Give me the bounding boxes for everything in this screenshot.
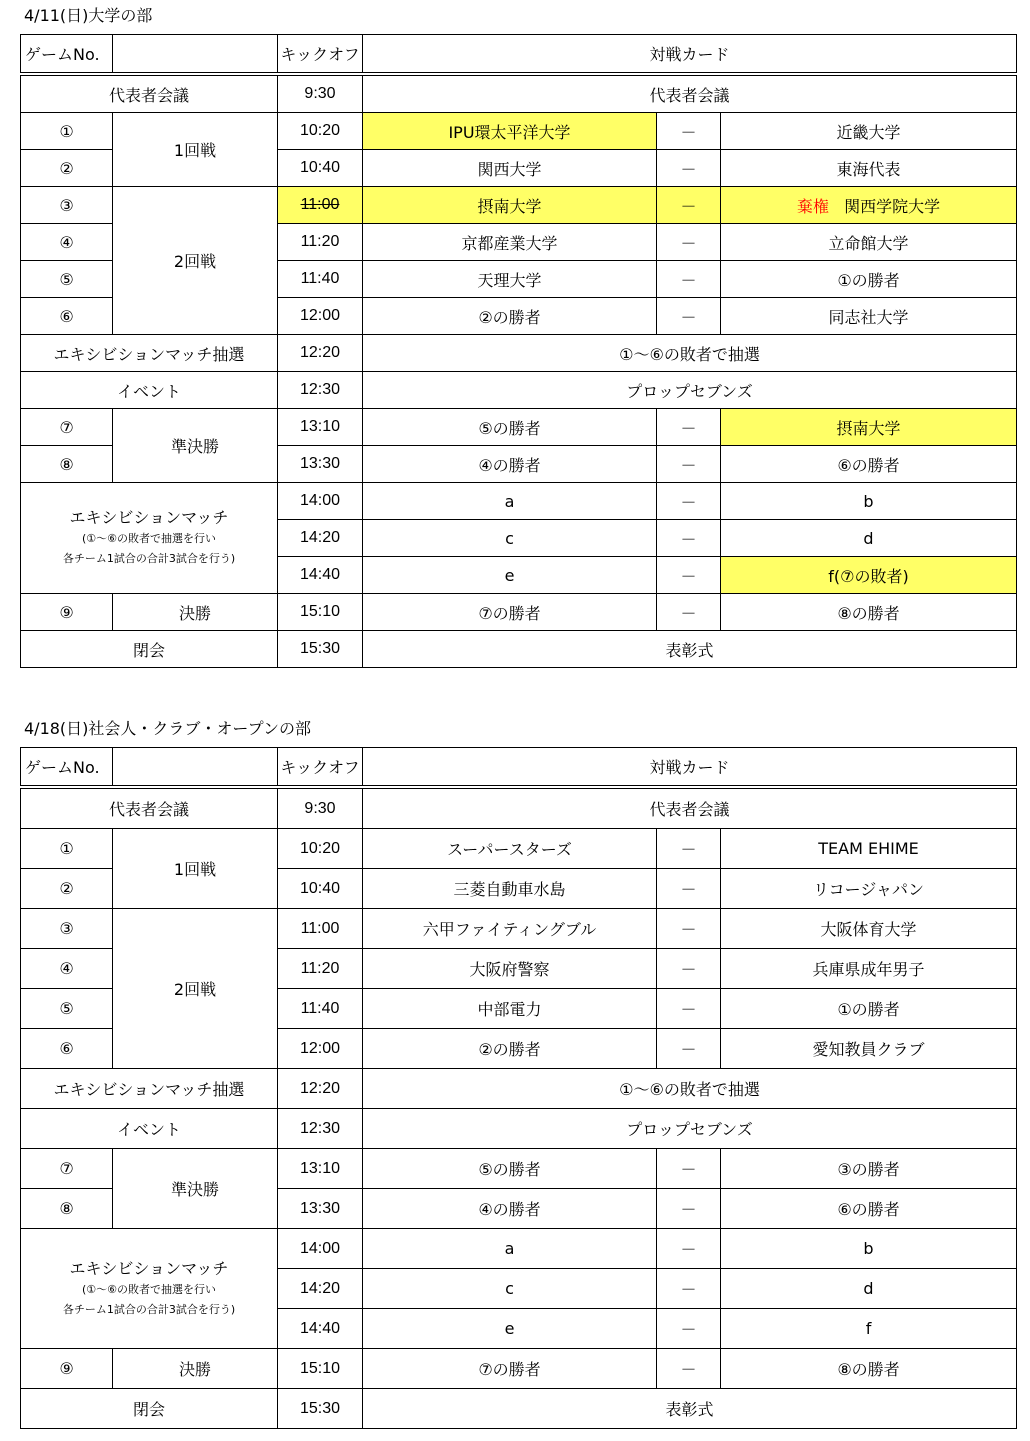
round-label: 2回戦: [113, 187, 278, 335]
team-b: ③の勝者: [721, 1149, 1017, 1189]
game-no: ③: [21, 909, 113, 949]
game-no: ②: [21, 150, 113, 187]
team-a: a: [363, 1229, 657, 1269]
draw-text: ①～⑥の敗者で抽選: [363, 335, 1017, 372]
row-closing: [21, 1389, 1017, 1429]
game-no: ④: [21, 949, 113, 989]
row-meeting: [21, 74, 1017, 113]
row-meeting: [21, 787, 1017, 829]
kickoff-time: 11:20: [278, 949, 363, 989]
kickoff-time: 10:20: [278, 113, 363, 150]
row-game-1: [21, 113, 1017, 150]
team-a: c: [363, 1269, 657, 1309]
vs-dash: －: [657, 224, 721, 261]
kickoff-time: 10:20: [278, 829, 363, 869]
vs-dash: －: [657, 869, 721, 909]
team-b: 摂南大学: [721, 409, 1017, 446]
game-no: ①: [21, 113, 113, 150]
team-b: f(⑦の敗者): [721, 557, 1017, 594]
kickoff-time: 11:40: [278, 989, 363, 1029]
kickoff-time: 14:00: [278, 483, 363, 520]
game-no: ⑧: [21, 446, 113, 483]
meeting-time: 9:30: [278, 74, 363, 113]
vs-dash: －: [657, 594, 721, 631]
round-label: 1回戦: [113, 113, 278, 187]
team-b: d: [721, 1269, 1017, 1309]
event-label: イベント: [21, 372, 278, 409]
exhibition-note-1: (①～⑥の敗者で抽選を行い: [81, 532, 216, 545]
draw-time: 12:20: [278, 335, 363, 372]
team-b: ⑥の勝者: [721, 1189, 1017, 1229]
event-time: 12:30: [278, 372, 363, 409]
team-a: c: [363, 520, 657, 557]
vs-dash: －: [657, 989, 721, 1029]
meeting-time: 9:30: [278, 787, 363, 829]
draw-label: エキシビションマッチ抽選: [21, 335, 278, 372]
team-a: a: [363, 483, 657, 520]
draw-text: ①～⑥の敗者で抽選: [363, 1069, 1017, 1109]
row-event: [21, 372, 1017, 409]
meeting-label: 代表者会議: [21, 74, 278, 113]
vs-dash: －: [657, 1269, 721, 1309]
meeting-text: 代表者会議: [363, 787, 1017, 829]
row-closing: [21, 631, 1017, 668]
section-title-university: 4/11(日)大学の部: [24, 6, 153, 25]
kickoff-time: 14:20: [278, 1269, 363, 1309]
round-label: 準決勝: [113, 409, 278, 483]
schedule-table-open: [20, 747, 1017, 1429]
team-b: ①の勝者: [721, 261, 1017, 298]
kickoff-time: 14:20: [278, 520, 363, 557]
team-a: スーパースターズ: [363, 829, 657, 869]
team-b: 同志社大学: [721, 298, 1017, 335]
closing-time: 15:30: [278, 631, 363, 668]
team-b: 兵庫県成年男子: [721, 949, 1017, 989]
team-a: ②の勝者: [363, 298, 657, 335]
vs-dash: －: [657, 1149, 721, 1189]
round-label: 決勝: [113, 1349, 278, 1389]
team-b: 大阪体育大学: [721, 909, 1017, 949]
team-a: ④の勝者: [363, 446, 657, 483]
team-b: 近畿大学: [721, 113, 1017, 150]
team-b: ⑧の勝者: [721, 1349, 1017, 1389]
section-title-open: 4/18(日)社会人・クラブ・オープンの部: [24, 719, 311, 738]
kickoff-time: 14:40: [278, 557, 363, 594]
kickoff-time: 11:20: [278, 224, 363, 261]
kickoff-time: 11:00: [278, 909, 363, 949]
header-matchup: 対戦カード: [363, 35, 1017, 75]
closing-time: 15:30: [278, 1389, 363, 1429]
kickoff-time: 10:40: [278, 150, 363, 187]
vs-dash: －: [657, 409, 721, 446]
row-game-3: [21, 909, 1017, 949]
team-a: 摂南大学: [363, 187, 657, 224]
game-no: ⑧: [21, 1189, 113, 1229]
team-b: 東海代表: [721, 150, 1017, 187]
round-label: 準決勝: [113, 1149, 278, 1229]
vs-dash: －: [657, 483, 721, 520]
team-a: ②の勝者: [363, 1029, 657, 1069]
kickoff-time: 13:30: [278, 1189, 363, 1229]
header-row: [21, 35, 1017, 75]
kickoff-time: 13:10: [278, 1149, 363, 1189]
team-a: 京都産業大学: [363, 224, 657, 261]
row-draw: [21, 1069, 1017, 1109]
row-event: [21, 1109, 1017, 1149]
kickoff-time: 12:00: [278, 1029, 363, 1069]
team-b: f: [721, 1309, 1017, 1349]
game-no: ⑥: [21, 1029, 113, 1069]
forfeit-label: 棄権: [796, 196, 829, 216]
round-label: 1回戦: [113, 829, 278, 909]
exhibition-note-1: (①～⑥の敗者で抽選を行い: [81, 1282, 216, 1296]
game-no: ⑦: [21, 1149, 113, 1189]
team-b: ⑥の勝者: [721, 446, 1017, 483]
vs-dash: －: [657, 1029, 721, 1069]
closing-label: 閉会: [21, 631, 278, 668]
header-blank: [113, 748, 278, 788]
team-a: 関西大学: [363, 150, 657, 187]
row-game-1: [21, 829, 1017, 869]
team-b: ①の勝者: [721, 989, 1017, 1029]
kickoff-time: 14:40: [278, 1309, 363, 1349]
exhibition-note-2: 各チーム1試合の合計3試合を行う): [62, 552, 236, 565]
exhibition-label: [21, 483, 278, 594]
vs-dash: －: [657, 949, 721, 989]
event-text: プロップセブンズ: [363, 1109, 1017, 1149]
header-game-no: ゲームNo.: [21, 35, 113, 75]
exhibition-title: エキシビションマッチ: [69, 508, 229, 527]
vs-dash: －: [657, 1189, 721, 1229]
kickoff-time: 11:40: [278, 261, 363, 298]
team-b: d: [721, 520, 1017, 557]
vs-dash: －: [657, 150, 721, 187]
round-label: 決勝: [113, 594, 278, 631]
team-b-cell: [721, 187, 1017, 224]
team-b: TEAM EHIME: [721, 829, 1017, 869]
game-no: ①: [21, 829, 113, 869]
team-b: 立命館大学: [721, 224, 1017, 261]
game-no: ⑤: [21, 989, 113, 1029]
game-no: ⑥: [21, 298, 113, 335]
schedule-table-university: [20, 34, 1017, 668]
event-text: プロップセブンズ: [363, 372, 1017, 409]
team-a: 三菱自動車水島: [363, 869, 657, 909]
team-a: e: [363, 1309, 657, 1349]
team-b: b: [721, 1229, 1017, 1269]
team-a: ⑦の勝者: [363, 594, 657, 631]
vs-dash: －: [657, 298, 721, 335]
team-b: b: [721, 483, 1017, 520]
team-b: 愛知教員クラブ: [721, 1029, 1017, 1069]
vs-dash: －: [657, 113, 721, 150]
team-b: ⑧の勝者: [721, 594, 1017, 631]
kickoff-time: 13:30: [278, 446, 363, 483]
event-label: イベント: [21, 1109, 278, 1149]
team-a: ⑤の勝者: [363, 409, 657, 446]
kickoff-time: 15:10: [278, 1349, 363, 1389]
team-b: 関西学院大学: [844, 196, 941, 216]
vs-dash: －: [657, 909, 721, 949]
game-no: ④: [21, 224, 113, 261]
header-matchup: 対戦カード: [363, 748, 1017, 788]
game-no: ③: [21, 187, 113, 224]
vs-dash: －: [657, 446, 721, 483]
closing-text: 表彰式: [363, 631, 1017, 668]
kickoff-time-cancelled: 11:00: [278, 187, 363, 224]
closing-label: 閉会: [21, 1389, 278, 1429]
team-a: ⑦の勝者: [363, 1349, 657, 1389]
game-no: ②: [21, 869, 113, 909]
row-game-3: [21, 187, 1017, 224]
header-kickoff: キックオフ: [278, 748, 363, 788]
team-a: 六甲ファイティングブル: [363, 909, 657, 949]
meeting-text: 代表者会議: [363, 74, 1017, 113]
row-game-7: [21, 1149, 1017, 1189]
row-game-7: [21, 409, 1017, 446]
kickoff-time: 13:10: [278, 409, 363, 446]
vs-dash: －: [657, 1229, 721, 1269]
kickoff-time: 15:10: [278, 594, 363, 631]
game-no: ⑦: [21, 409, 113, 446]
team-a: e: [363, 557, 657, 594]
exhibition-label: [21, 1229, 278, 1349]
header-kickoff: キックオフ: [278, 35, 363, 75]
team-a: IPU環太平洋大学: [363, 113, 657, 150]
team-a: ⑤の勝者: [363, 1149, 657, 1189]
vs-dash: －: [657, 1309, 721, 1349]
vs-dash: －: [657, 261, 721, 298]
row-draw: [21, 335, 1017, 372]
row-exhibition-1: [21, 483, 1017, 520]
vs-dash: －: [657, 829, 721, 869]
closing-text: 表彰式: [363, 1389, 1017, 1429]
row-final: [21, 1349, 1017, 1389]
team-b: リコージャパン: [721, 869, 1017, 909]
game-no: ⑤: [21, 261, 113, 298]
vs-dash: －: [657, 520, 721, 557]
team-a: 大阪府警察: [363, 949, 657, 989]
vs-dash: －: [657, 1349, 721, 1389]
row-exhibition-1: [21, 1229, 1017, 1269]
vs-dash: －: [657, 187, 721, 224]
game-no: ⑨: [21, 1349, 113, 1389]
header-blank: [113, 35, 278, 75]
header-row: [21, 748, 1017, 788]
kickoff-time: 12:00: [278, 298, 363, 335]
exhibition-title: エキシビションマッチ: [69, 1258, 229, 1278]
game-no: ⑨: [21, 594, 113, 631]
row-final: [21, 594, 1017, 631]
event-time: 12:30: [278, 1109, 363, 1149]
team-a: 天理大学: [363, 261, 657, 298]
draw-label: エキシビションマッチ抽選: [21, 1069, 278, 1109]
header-game-no: ゲームNo.: [21, 748, 113, 788]
round-label: 2回戦: [113, 909, 278, 1069]
team-a: 中部電力: [363, 989, 657, 1029]
team-a: ④の勝者: [363, 1189, 657, 1229]
vs-dash: －: [657, 557, 721, 594]
meeting-label: 代表者会議: [21, 787, 278, 829]
exhibition-note-2: 各チーム1試合の合計3試合を行う): [62, 1302, 236, 1316]
kickoff-time: 14:00: [278, 1229, 363, 1269]
draw-time: 12:20: [278, 1069, 363, 1109]
kickoff-time: 10:40: [278, 869, 363, 909]
